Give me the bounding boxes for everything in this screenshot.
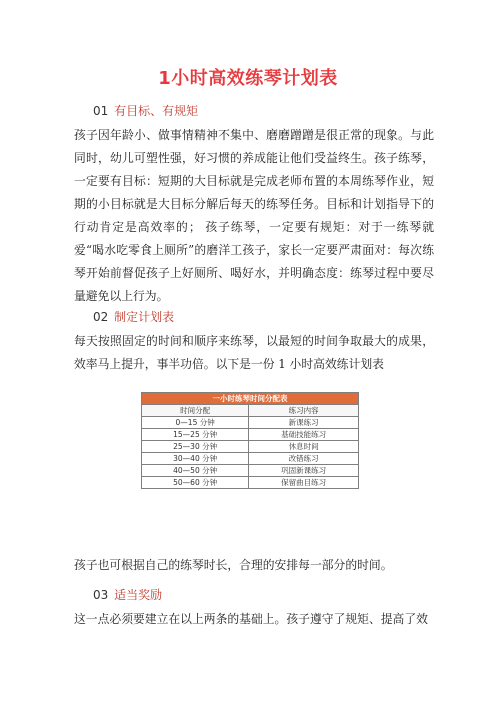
table-header-content: 练习内容 [249,405,359,417]
section-title: 有目标、有规矩 [114,104,199,118]
section-number: 03 [93,588,109,602]
section-title: 制定计划表 [114,310,175,324]
table-cell-time: 40—50 分钟 [142,465,249,477]
schedule-table [141,392,359,489]
table-cell-content: 基础技能练习 [249,429,359,441]
table-row [142,477,359,489]
schedule-table-container [141,392,359,489]
section-number: 01 [93,104,109,118]
table-cell-time: 0—15 分钟 [142,417,249,429]
paragraph-plan-note: 孩子也可根据自己的练琴时长，合理的安排每一部分的时间。 [74,558,393,572]
table-cell-time: 30—40 分钟 [142,453,249,465]
table-cell-content: 休息时间 [249,441,359,453]
table-row [142,465,359,477]
table-cell-time: 15—25 分钟 [142,429,249,441]
paragraph-plan: 每天按照固定的时间和顺序来练琴，以最短的时间争取最大的成果，效率马上提升，事半功倍。以下是一份 1 小时高效练计划表 [74,334,434,371]
paragraph-goals: 孩子因年龄小、做事情精神不集中、磨磨蹭蹭是很正常的现象。与此同时，幼儿可塑性强，好习惯的养成能让他们受益终生。孩子练琴，一定要有目标：短期的大目标就是完成老师布置的本周练琴作业，短期的小目标就是大目标分解后每天的练琴任务。目标和计划指导下的行动肯定是高效率的； 孩子练琴，一定要有规矩：对于一练琴就爱“喝水吃零食上厕所”的磨洋工孩子，家长一定要严肃面对：每次练琴开始前督促孩子上好厕所、喝好水，并明确态度：练琴过程中要尽量避免以上行为。 [74,128,434,303]
section-heading-goals [93,102,198,119]
page-title: 1小时高效练琴计划表 [158,68,338,89]
table-row [142,441,359,453]
table-cell-content: 保留曲目练习 [249,477,359,489]
table-header-time: 时间分配 [142,405,249,417]
paragraph-reward: 这一点必须要建立在以上两条的基础上。孩子遵守了规矩、提高了效 [74,612,428,626]
table-cell-content: 巩固新课练习 [249,465,359,477]
table-cell-time: 50—60 分钟 [142,477,249,489]
section-number: 02 [93,310,109,324]
table-row [142,429,359,441]
section-heading-reward [93,586,162,603]
table-cell-content: 新课练习 [249,417,359,429]
table-caption: 一小时练琴时间分配表 [142,393,359,405]
table-cell-content: 改错练习 [249,453,359,465]
table-row [142,453,359,465]
section-title: 适当奖励 [114,588,163,602]
table-row [142,417,359,429]
section-heading-plan [93,308,174,325]
table-cell-time: 25—30 分钟 [142,441,249,453]
